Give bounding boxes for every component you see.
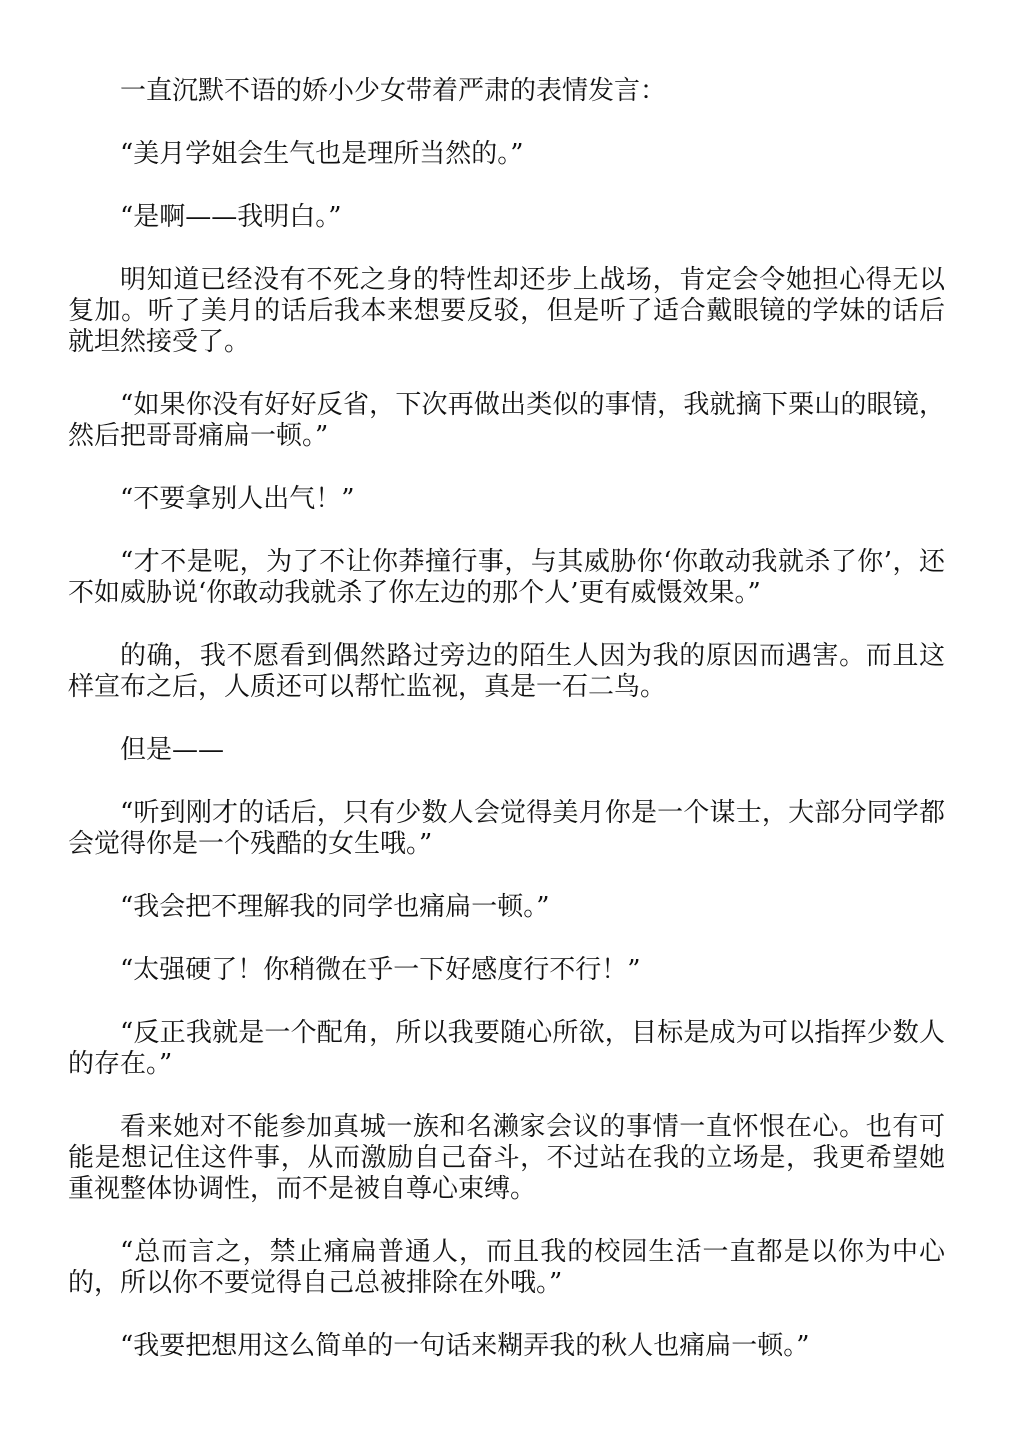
paragraph-15: “总而言之，禁止痛扁普通人，而且我的校园生活一直都是以你为中心的，所以你不要觉得自己总被排除在外哦。”: [68, 1237, 945, 1298]
paragraph-8: 的确，我不愿看到偶然路过旁边的陌生人因为我的原因而遇害。而且这样宣布之后，人质还可以帮忙监视，真是一石二鸟。: [68, 641, 945, 702]
paragraph-3: “是啊——我明白。”: [120, 202, 342, 232]
paragraph-13: “反正我就是一个配角，所以我要随心所欲，目标是成为可以指挥少数人的存在。”: [68, 1018, 945, 1079]
paragraph-4: 明知道已经没有不死之身的特性却还步上战场，肯定会令她担心得无以复加。听了美月的话后我本来想要反驳，但是听了适合戴眼镜的学妹的话后就坦然接受了。: [68, 265, 945, 357]
paragraph-7: “才不是呢，为了不让你莽撞行事，与其威胁你‘你敢动我就杀了你’，还不如威胁说‘你敢动我就杀了你左边的那个人’更有威慑效果。”: [68, 547, 945, 608]
paragraph-14: 看来她对不能参加真城一族和名濑家会议的事情一直怀恨在心。也有可能是想记住这件事，从而激励自己奋斗，不过站在我的立场是，我更希望她重视整体协调性，而不是被自尊心束缚。: [68, 1112, 945, 1204]
paragraph-5: “如果你没有好好反省，下次再做出类似的事情，我就摘下栗山的眼镜，然后把哥哥痛扁一顿。”: [68, 390, 945, 451]
paragraph-9: 但是——: [120, 735, 225, 765]
paragraph-12: “太强硬了！你稍微在乎一下好感度行不行！”: [120, 955, 641, 985]
paragraph-16: “我要把想用这么简单的一句话来糊弄我的秋人也痛扁一顿。”: [120, 1331, 810, 1361]
paragraph-2: “美月学姐会生气也是理所当然的。”: [120, 139, 524, 169]
paragraph-6: “不要拿别人出气！”: [120, 484, 355, 514]
paragraph-11: “我会把不理解我的同学也痛扁一顿。”: [120, 892, 550, 922]
paragraph-1: 一直沉默不语的娇小少女带着严肃的表情发言：: [120, 76, 667, 106]
paragraph-10: “听到刚才的话后，只有少数人会觉得美月你是一个谋士，大部分同学都会觉得你是一个残酷的女生哦。”: [68, 798, 945, 859]
